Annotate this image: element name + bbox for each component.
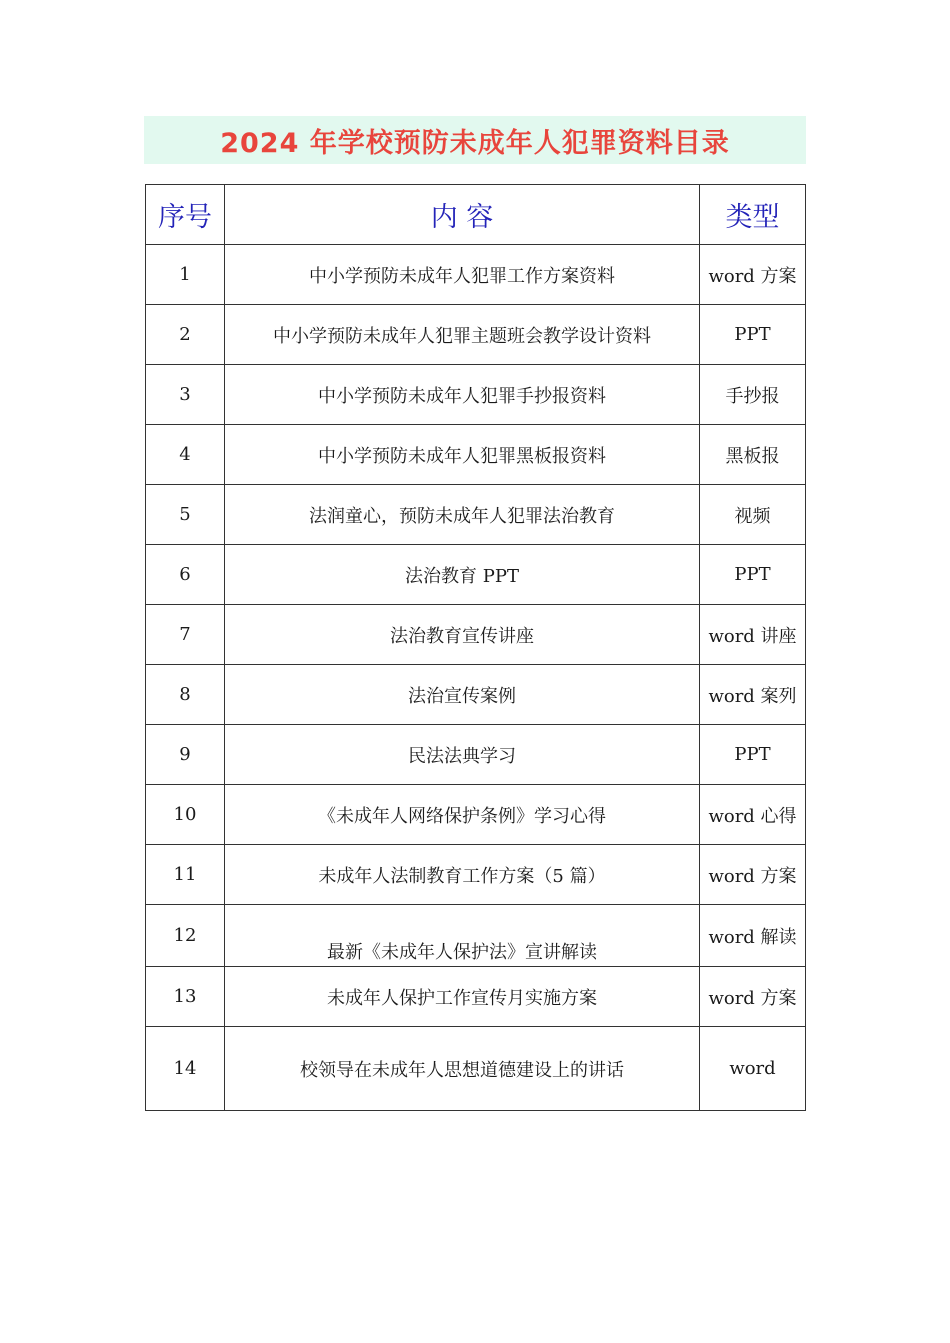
- header-type: 类型: [700, 185, 806, 245]
- row-num: 4: [146, 425, 225, 485]
- row-content: 校领导在未成年人思想道德建设上的讲话: [225, 1027, 700, 1111]
- row-type: word 方案: [700, 845, 806, 905]
- row-num: 13: [146, 967, 225, 1027]
- table-row: [146, 545, 806, 605]
- row-content: 中小学预防未成年人犯罪黑板报资料: [225, 425, 700, 485]
- row-content: 民法法典学习: [225, 725, 700, 785]
- row-num: 1: [146, 245, 225, 305]
- row-type: 黑板报: [700, 425, 806, 485]
- row-num: 12: [146, 905, 225, 967]
- row-num: 10: [146, 785, 225, 845]
- row-num: 11: [146, 845, 225, 905]
- table-row: [146, 905, 806, 967]
- row-num: 9: [146, 725, 225, 785]
- table-header-row: [146, 185, 806, 245]
- row-content: 法治教育 PPT: [225, 545, 700, 605]
- table-row: [146, 845, 806, 905]
- table-row: [146, 425, 806, 485]
- row-content: 最新《未成年人保护法》宣讲解读: [225, 905, 700, 967]
- row-num: 3: [146, 365, 225, 425]
- row-content: 中小学预防未成年人犯罪手抄报资料: [225, 365, 700, 425]
- row-content: 法润童心，预防未成年人犯罪法治教育: [225, 485, 700, 545]
- row-type: 手抄报: [700, 365, 806, 425]
- row-type: word 案列: [700, 665, 806, 725]
- row-content: 法治教育宣传讲座: [225, 605, 700, 665]
- row-type: PPT: [700, 305, 806, 365]
- table-row: [146, 365, 806, 425]
- row-type: word 心得: [700, 785, 806, 845]
- row-num: 5: [146, 485, 225, 545]
- row-type: 视频: [700, 485, 806, 545]
- table-row: [146, 1027, 806, 1111]
- document-title: 2024 年学校预防未成年人犯罪资料目录: [220, 127, 730, 159]
- catalog-table: [145, 184, 806, 1111]
- row-type: PPT: [700, 545, 806, 605]
- header-content: 内 容: [225, 185, 700, 245]
- row-content: 未成年人法制教育工作方案（5 篇）: [225, 845, 700, 905]
- title-banner: [144, 116, 806, 164]
- row-type: word 方案: [700, 245, 806, 305]
- table-row: [146, 605, 806, 665]
- table-row: [146, 305, 806, 365]
- row-content: 中小学预防未成年人犯罪工作方案资料: [225, 245, 700, 305]
- row-num: 6: [146, 545, 225, 605]
- row-type: PPT: [700, 725, 806, 785]
- row-num: 7: [146, 605, 225, 665]
- table-row: [146, 245, 806, 305]
- table-row: [146, 967, 806, 1027]
- table-row: [146, 725, 806, 785]
- row-type: word: [700, 1027, 806, 1111]
- row-content: 未成年人保护工作宣传月实施方案: [225, 967, 700, 1027]
- row-content: 《未成年人网络保护条例》学习心得: [225, 785, 700, 845]
- row-content: 法治宣传案例: [225, 665, 700, 725]
- row-num: 14: [146, 1027, 225, 1111]
- table-row: [146, 785, 806, 845]
- row-content: 中小学预防未成年人犯罪主题班会教学设计资料: [225, 305, 700, 365]
- row-num: 8: [146, 665, 225, 725]
- table-row: [146, 665, 806, 725]
- table-row: [146, 485, 806, 545]
- header-num: 序号: [146, 185, 225, 245]
- row-type: word 方案: [700, 967, 806, 1027]
- row-type: word 解读: [700, 905, 806, 967]
- row-type: word 讲座: [700, 605, 806, 665]
- row-num: 2: [146, 305, 225, 365]
